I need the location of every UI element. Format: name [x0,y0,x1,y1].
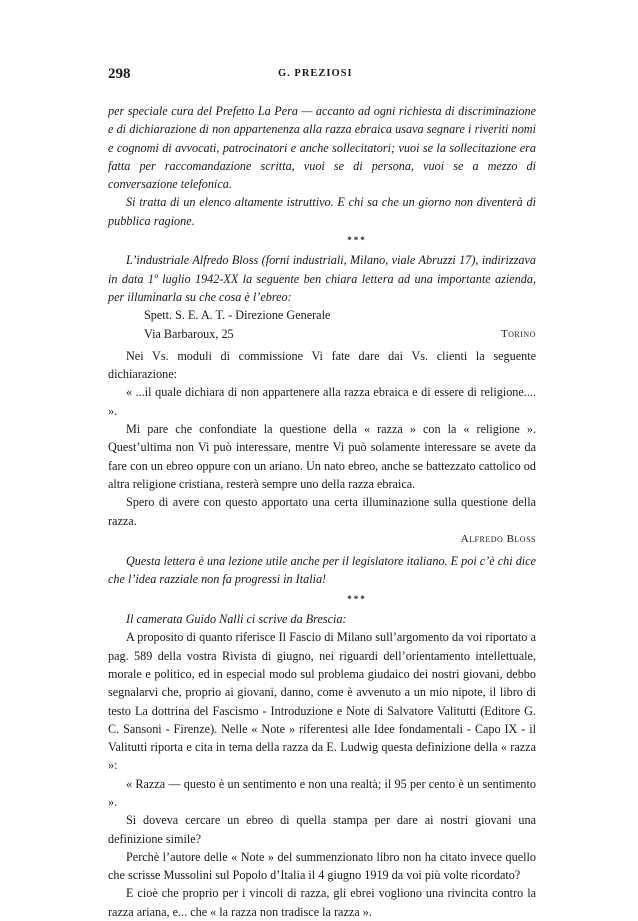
page-number: 298 [108,66,131,82]
paragraph: A proposito di quanto riferisce Il Fascio di Milano sull’argomento da voi riportato a pag. 589 della vostra Rivista di giugno, nei riguardi dell’orientamento intellettuale, morale e politico, ed in especial modo sul problema giudaico dei nostri giovani, debbo segnalarvi che, proprio ai giovani, danno, come è avvenuto a un mio nipote, il libro di testo La dottrina del Fascismo - Introduzione e Note di Salvatore Valitutti (Editore G. C. Sansoni - Firenze). Nelle « Note » riferentesi alle Idee fondamentali - Capo IX - il Valitutti riporta e cita in tema della razza da E. Ludwig questa definizione della « razza »: [108,630,536,773]
paragraph: « ...il quale dichiara di non appartenere alla razza ebraica e di essere di religione.... ». [108,385,536,418]
address-line: Spett. S. E. A. T. - Direzione Generale [144,308,331,323]
paragraph: Nei Vs. moduli di commissione Vi fate dare dai Vs. clienti la seguente dichiarazione: [108,348,536,382]
paragraph: Spero di avere con questo apportato una certa illuminazione sulla questione della razza. [108,495,536,528]
paragraph: Mi pare che confondiate la questione della « razza » con la « religione ». Quest’ultima non Vi può interessare, mentre Vi può solamente interessare se avete da fare con un ebreo oppure con un ariano. Un nato ebreo, anche se battezzato cattolico od altra religione cristiana, resterà sempre uno della razza ebraica. [108,422,536,491]
paragraph: Si doveva cercare un ebreo di quella stampa per dare ai nostri giovani una definizione simile? [108,813,536,846]
paragraph: E cioè che proprio per i vincoli di razza, gli ebrei vogliono una rivincita contro la razza ariana, e... che « la razza non tradisce la razza ». [108,886,536,919]
section-separator: *** [347,593,367,604]
section-separator: *** [347,235,367,246]
signature: Alfredo Bloss [460,532,536,545]
letter-address-line2 [108,325,536,343]
paragraph: Il camerata Guido Nalli ci scrive da Brescia: [126,612,347,627]
paragraph: per speciale cura del Prefetto La Pera — accanto ad ogni richiesta di discriminazione e di dichiarazione di non appartenenza alla razza ebraica usava segnare i riveriti nomi e cognomi di avvocati, patrocinatori e anche sollecitatori; vuoi se la sollecitazione era fatta per raccomandazione scritta, vuoi se di persona, vuoi se a mezzo di conversazione telefonica. [108,104,536,192]
paragraph: L’industriale Alfredo Bloss (forni industriali, Milano, viale Abruzzi 17), indirizzava in data 1º luglio 1942-XX la seguente ben chiara lettera ad una importante azienda, per illuminarla su che cosa è l’ebreo: [108,253,536,304]
body-text [108,102,536,921]
document-page [108,66,536,921]
paragraph: Si tratta di un elenco altamente istruttivo. E chi sa che un giorno non diventerà di pubblica ragione. [108,195,536,228]
page-header [108,66,536,88]
running-head: G. PREZIOSI [278,68,353,79]
letter-address [108,306,536,324]
paragraph: Perchè l’autore delle « Note » del summenzionato libro non ha citato invece quello che scrisse Mussolini sul Popolo d’Italia il 4 giugno 1919 da voi più volte ricordato? [108,849,536,883]
paragraph: Questa lettera è una lezione utile anche per il legislatore italiano. E poi c’è chi dice che l’idea razziale non fa progressi in Italia! [108,554,536,587]
address-city: Torino [500,327,536,340]
address-street: Via Barbaroux, 25 [144,326,234,341]
paragraph: « Razza — questo è un sentimento e non una realtà; il 95 per cento è un sentimento ». [108,776,536,809]
